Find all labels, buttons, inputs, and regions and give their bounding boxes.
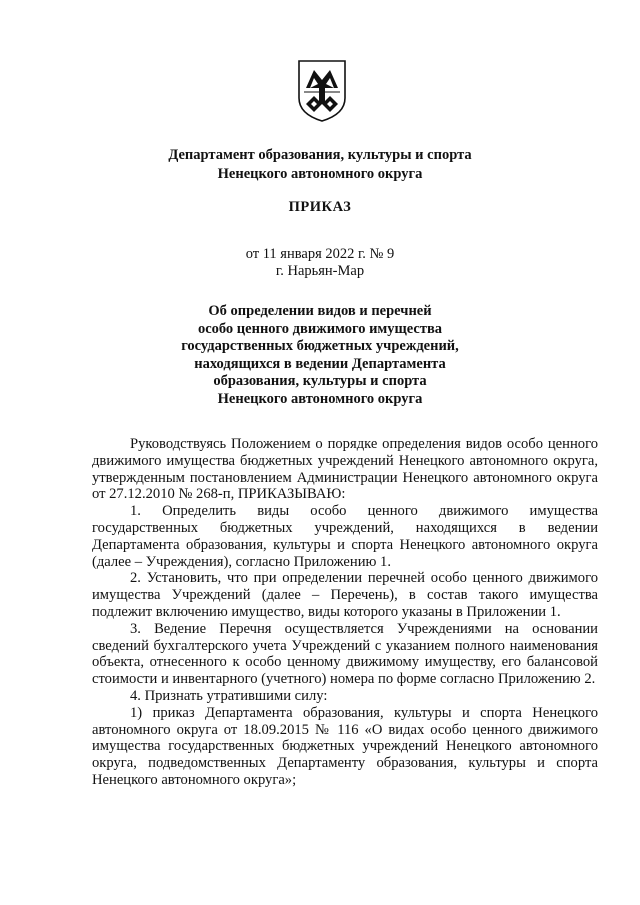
title-line: Об определении видов и перечней bbox=[208, 303, 432, 319]
item-2-paragraph: 2. Установить, что при определении перечней особо ценного движимого имущества Учреждений (далее – Перечень), в состав такого имущества подлежит включению имущество, виды которого указаны в Приложении 1. bbox=[92, 570, 598, 620]
organization-name-line: Ненецкого автономного округа bbox=[217, 166, 423, 182]
title-line: образования, культуры и спорта bbox=[213, 373, 427, 389]
title-line: находящихся в ведении Департамента bbox=[194, 355, 446, 372]
document-body bbox=[92, 436, 598, 789]
item-4-paragraph: 4. Признать утратившими силу: bbox=[130, 687, 328, 704]
document-type: ПРИКАЗ bbox=[288, 199, 352, 215]
document-city: г. Нарьян-Мар bbox=[275, 263, 365, 279]
organization-name-line: Департамент образования, культуры и спорта bbox=[168, 147, 472, 163]
intro-paragraph: Руководствуясь Положением о порядке определения видов особо ценного движимого имущества бюджетных учреждений Ненецкого автономного округа, утвержденным постановлением Администрации Ненецкого автономного округа от 27.12.2010 № 268-п, ПРИКАЗЫВАЮ: bbox=[92, 436, 598, 503]
organization-name bbox=[60, 146, 580, 184]
title-line: особо ценного движимого имущества bbox=[197, 320, 443, 337]
document-date-block bbox=[60, 246, 580, 280]
item-4-1-paragraph: 1) приказ Департамента образования, культуры и спорта Ненецкого автономного округа от 18.09.2015 № 116 «О видах особо ценного движимого имущества государственных бюджетных учреждений Ненецкого автономного округа, подведомственных Департаменту образования, культуры и спорта Ненецкого автономного округа»; bbox=[92, 704, 598, 788]
document-title bbox=[60, 303, 580, 408]
item-3-paragraph: 3. Ведение Перечня осуществляется Учреждениями на основании сведений бухгалтерского учета Учреждений с указанием полного наименования объекта, отнесенного к особо ценному движимому имуществу, его балансовой стоимости и инвентарного (учетного) номера по форме согласно Приложению 2. bbox=[92, 620, 598, 688]
document-date: от 11 января 2022 г. № 9 bbox=[245, 246, 395, 262]
title-line: Ненецкого автономного округа bbox=[217, 390, 423, 407]
item-1-paragraph: 1. Определить виды особо ценного движимого имущества государственных бюджетных учреждений, находящихся в ведении Департамента образования, культуры и спорта Ненецкого автономного округа (далее – Учреждения), согласно Приложению 1. bbox=[92, 503, 598, 570]
title-line: государственных бюджетных учреждений, bbox=[181, 338, 459, 354]
coat-of-arms-icon bbox=[296, 58, 348, 124]
